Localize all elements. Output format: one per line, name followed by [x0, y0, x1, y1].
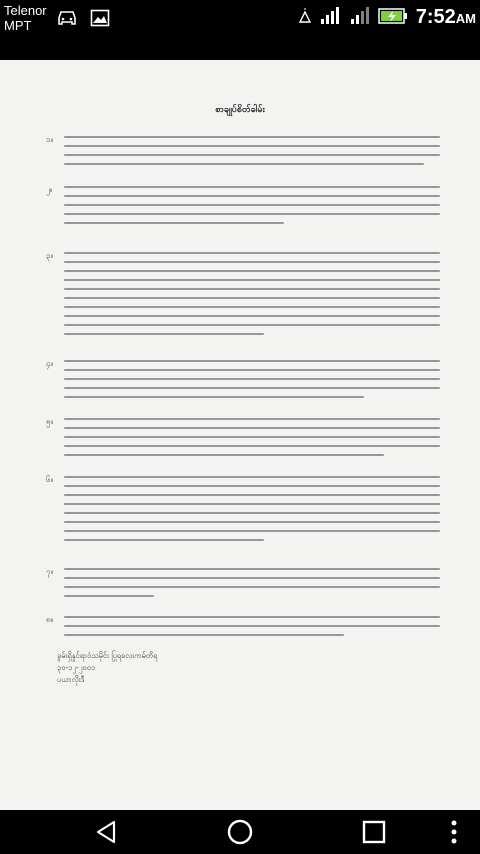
paragraph-number: ၆။ [46, 475, 53, 484]
clock [416, 6, 476, 29]
battery-charging-icon [378, 7, 408, 29]
image-icon [90, 9, 110, 31]
paragraph-number: ၂။ [46, 185, 53, 194]
paragraph-number: ၄။ [46, 359, 53, 368]
recents-icon [360, 818, 388, 846]
navigation-bar [0, 810, 480, 854]
paragraph-number: ၁။ [46, 135, 53, 144]
home-button[interactable] [226, 818, 254, 846]
paragraph-1 [46, 135, 440, 172]
paragraph-number: ၈။ [46, 615, 53, 624]
paragraph-4 [46, 359, 440, 405]
paragraph-number: ၇။ [46, 567, 53, 576]
recents-button[interactable] [360, 818, 388, 846]
paragraph-5 [46, 417, 440, 463]
paragraph-2 [46, 185, 440, 231]
clock-suffix: AM [455, 11, 476, 26]
signature-line-1: ခွမ်းရှိနှုင်ရာဝံသမိုင်း ပြုရလေးကမ်တိရ [57, 651, 158, 660]
document-page[interactable] [0, 60, 480, 810]
home-icon [226, 818, 254, 846]
signature-line-2: ၃၀-၁၂-၂၀၀၁ [57, 663, 96, 672]
more-button[interactable] [444, 818, 464, 846]
signature-block [57, 650, 157, 686]
document-title: စာချုပ်စိတ်ခါမ်း [215, 105, 265, 115]
back-button[interactable] [92, 818, 120, 846]
paragraph-3 [46, 251, 440, 342]
clock-time: 7:52 [415, 6, 456, 28]
status-bar [0, 0, 480, 38]
paragraph-number: ၃။ [46, 251, 53, 260]
more-icon [450, 818, 458, 846]
signal-2-icon [350, 7, 370, 29]
paragraph-6 [46, 475, 440, 548]
carrier-line-2: MPT [4, 18, 32, 33]
paragraph-7 [46, 567, 440, 604]
carrier-label [4, 3, 47, 33]
signature-line-3: ပယာလိုးဒီ [57, 675, 85, 684]
paragraph-number: ၅။ [46, 417, 53, 426]
carrier-line-1: Telenor [4, 3, 47, 18]
viewer-toolbar [0, 38, 480, 60]
car-icon [56, 9, 78, 31]
signal-icon [320, 7, 342, 29]
wifi-icon [298, 8, 312, 28]
document-viewer[interactable] [0, 60, 480, 810]
paragraph-8 [46, 615, 440, 643]
back-icon [92, 818, 120, 846]
